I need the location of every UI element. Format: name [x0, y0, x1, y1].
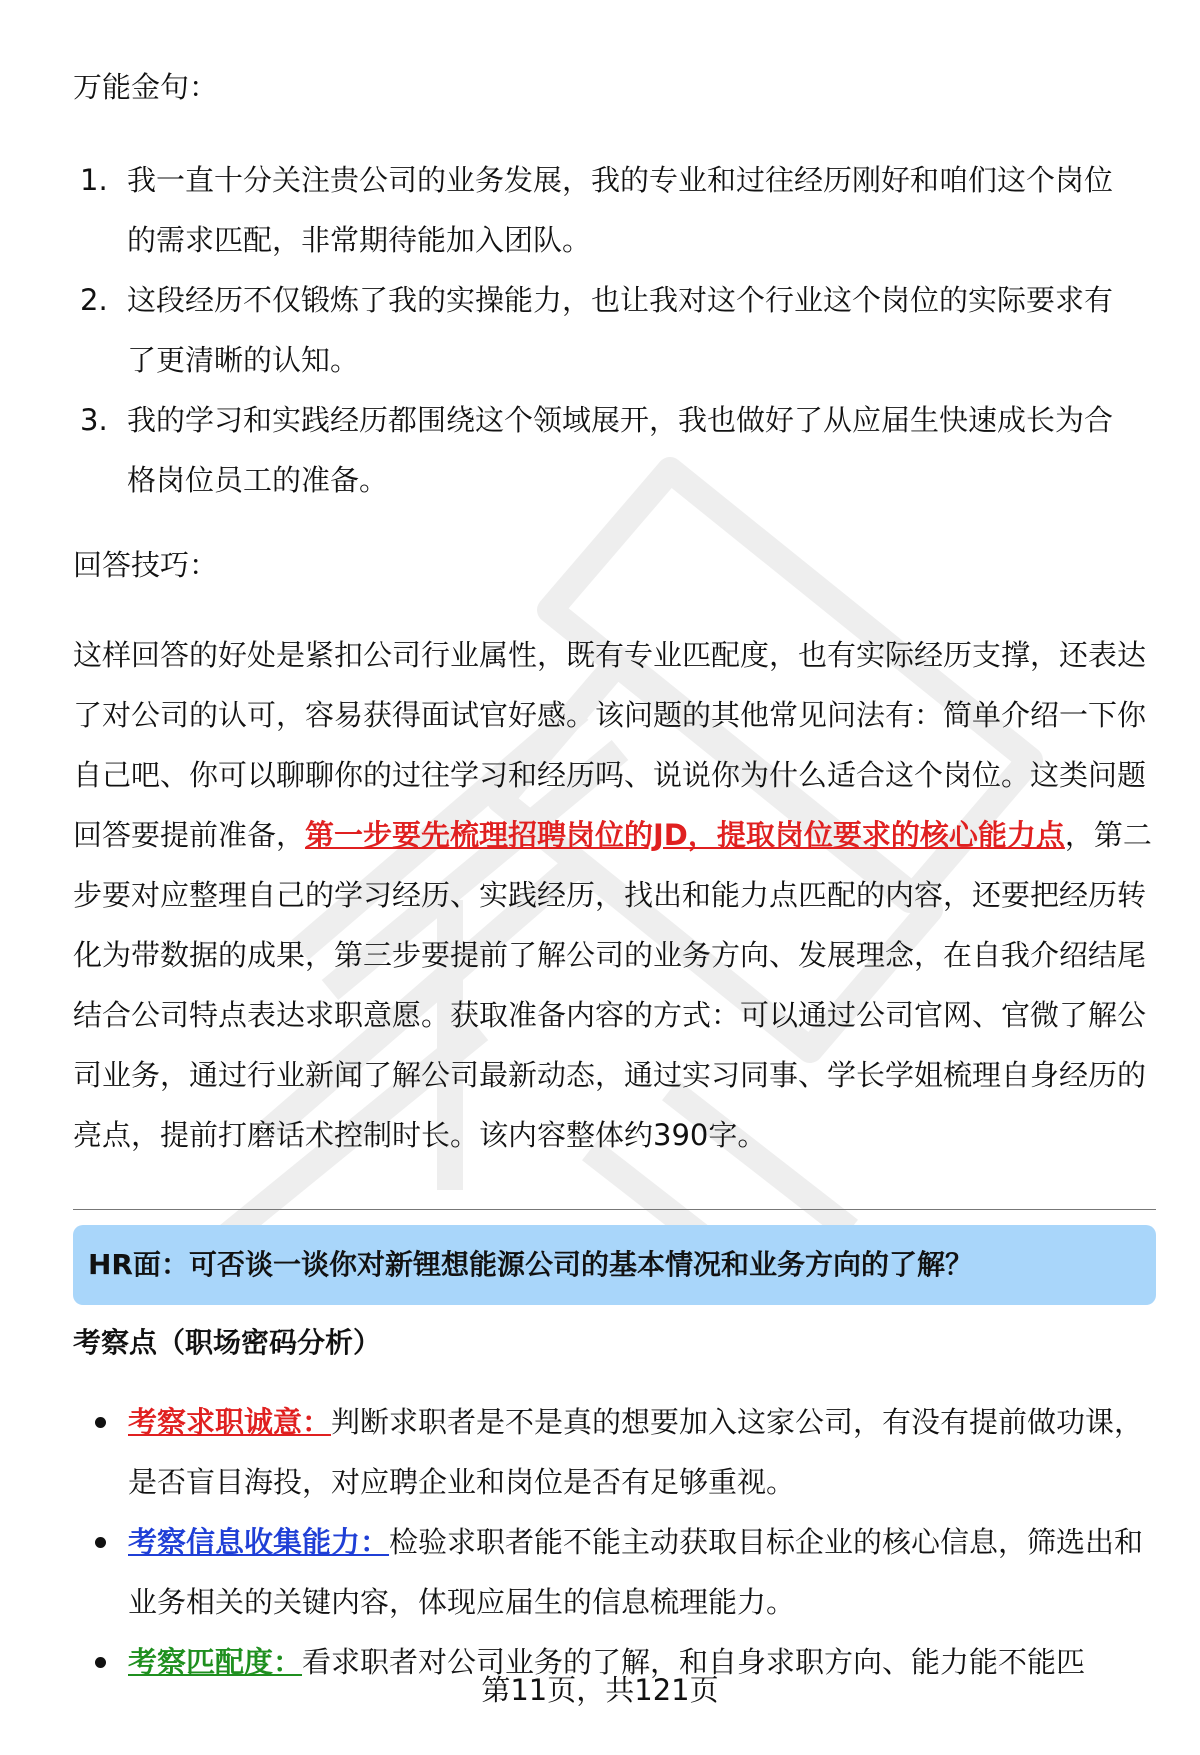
golden-phrases-list — [80, 150, 1140, 510]
assessment-points-list — [95, 1392, 1155, 1692]
section-label-golden-phrases: 万能金句： — [73, 70, 219, 104]
point-text: 检验求职者能不能主动获取目标企业的核心信息，筛选出和业务相关的关键内容，体现应届生的信息梳理能力。 — [128, 1525, 1144, 1619]
paragraph-text: ，第二步要对应整理自己的学习经历、实践经历，找出和能力点匹配的内容，还要把经历转化为带数据的成果，第三步要提前了解公司的业务方向、发展理念，在自我介绍结尾结合公司特点表达求职意愿。获取准备内容的方式：可以通过公司官网、官微了解公司业务，通过行业新闻了解公司最新动态，通过实习同事、学长学姐梳理自身经历的亮点，提前打磨话术控制时长。该内容整体约390字。 — [73, 818, 1152, 1152]
hr-question-box — [73, 1225, 1156, 1305]
bullet-icon — [95, 1537, 106, 1548]
list-item-text: 我的学习和实践经历都围绕这个领域展开，我也做好了从应届生快速成长为合格岗位员工的准备。 — [127, 403, 1114, 497]
point-key: 考察信息收集能力： — [128, 1525, 390, 1559]
list-item-number: 3. — [80, 403, 108, 437]
bullet-icon — [95, 1657, 106, 1668]
list-item-number: 2. — [80, 283, 108, 317]
answer-tips-paragraph — [73, 625, 1153, 1165]
point-key: 考察匹配度： — [128, 1645, 303, 1679]
section-divider — [73, 1209, 1156, 1210]
bullet-icon — [95, 1417, 106, 1428]
list-item — [95, 1392, 1155, 1512]
highlighted-text: 第一步要先梳理招聘岗位的JD，提取岗位要求的核心能力点 — [305, 818, 1065, 852]
section-label-answer-tips: 回答技巧： — [73, 548, 219, 582]
point-text: 判断求职者是不是真的想要加入这家公司，有没有提前做功课，是否盲目海投，对应聘企业和岗位是否有足够重视。 — [128, 1405, 1144, 1499]
assessment-points-title: 考察点（职场密码分析） — [73, 1326, 382, 1359]
point-key: 考察求职诚意： — [128, 1405, 332, 1439]
page-number: 第11页，共121页 — [481, 1673, 719, 1707]
point-text: 看求职者对公司业务的了解，和自身求职方向、能力能不能匹 — [302, 1645, 1086, 1679]
list-item — [80, 150, 1140, 270]
list-item-text: 我一直十分关注贵公司的业务发展，我的专业和过往经历刚好和咱们这个岗位的需求匹配，非常期待能加入团队。 — [127, 163, 1114, 257]
list-item-number: 1. — [80, 163, 108, 197]
list-item-text: 这段经历不仅锻炼了我的实操能力，也让我对这个行业这个岗位的实际要求有了更清晰的认知。 — [127, 283, 1114, 377]
paragraph-text: 这样回答的好处是紧扣公司行业属性，既有专业匹配度，也有实际经历支撑，还表达了对公司的认可，容易获得面试官好感。该问题的其他常见问法有：简单介绍一下你自己吧、你可以聊聊你的过往学习和经历吗、说说你为什么适合这个岗位。这类问题回答要提前准备， — [73, 638, 1147, 852]
list-item — [80, 390, 1140, 510]
hr-question-title: HR面：可否谈一谈你对新锂想能源公司的基本情况和业务方向的了解？ — [88, 1248, 973, 1281]
list-item — [80, 270, 1140, 390]
list-item — [95, 1512, 1155, 1632]
